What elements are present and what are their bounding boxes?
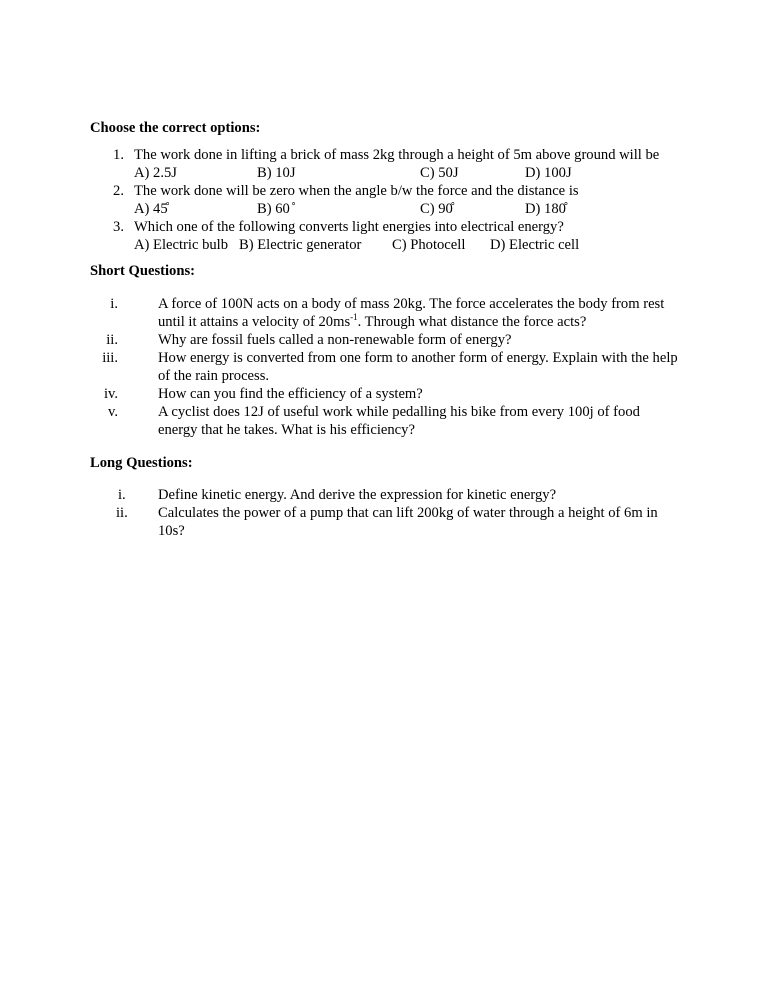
question-number: 1.: [113, 147, 124, 163]
question-text: The work done will be zero when the angle b/w the force and the distance is: [134, 183, 579, 199]
short-question-5: [0, 403, 768, 421]
question-text: How can you find the efficiency of a system?: [158, 386, 423, 402]
question-number: v.: [108, 404, 118, 420]
option-d: D) 100J: [525, 165, 572, 181]
question-text: A force of 100N acts on a body of mass 20kg. The force accelerates the body from rest: [158, 296, 665, 312]
question-text: A cyclist does 12J of useful work while pedalling his bike from every 100j of food: [158, 404, 640, 420]
question-number: i.: [118, 487, 126, 503]
question-text: energy that he takes. What is his efficiency?: [158, 422, 415, 438]
long-questions-heading: Long Questions:: [90, 455, 193, 471]
question-number: ii.: [116, 505, 128, 521]
superscript: -1: [350, 312, 358, 323]
question-text: Which one of the following converts light energies into electrical energy?: [134, 219, 564, 235]
mcq-question-1: [0, 146, 768, 164]
question-text: Calculates the power of a pump that can lift 200kg of water through a height of 6m in: [158, 505, 658, 521]
option-a: A) 2.5J: [134, 165, 177, 181]
option-b: B) Electric generator: [239, 237, 362, 253]
question-number: ii.: [106, 332, 118, 348]
short-questions-heading: Short Questions:: [90, 263, 196, 279]
option-c: C) 90̊: [420, 201, 453, 217]
text-part: until it attains a velocity of 20ms: [158, 314, 351, 330]
long-question-1: [0, 486, 768, 504]
mcq-question-3: [0, 218, 768, 236]
option-d: D) Electric cell: [490, 237, 580, 253]
mcq-list: [0, 146, 768, 254]
question-text: Define kinetic energy. And derive the expression for kinetic energy?: [158, 487, 557, 503]
question-text: [158, 313, 586, 331]
mcq-question-2: [0, 182, 768, 200]
short-question-3: [0, 349, 768, 367]
option-b: B) 60 ̊: [257, 201, 294, 217]
question-number: 2.: [113, 183, 124, 199]
mcq-options-3: [0, 236, 768, 254]
short-questions-list: [0, 295, 768, 439]
question-text: How energy is converted from one form to another form of energy. Explain with the help: [158, 350, 678, 366]
short-question-2: [0, 331, 768, 349]
long-question-2: [0, 504, 768, 522]
short-question-1-cont: [0, 313, 768, 331]
long-question-2-cont: [0, 522, 768, 540]
short-question-4: [0, 385, 768, 403]
option-a: A) Electric bulb: [134, 237, 229, 253]
question-number: iv.: [103, 386, 118, 402]
question-text: Why are fossil fuels called a non-renewable form of energy?: [158, 332, 512, 348]
question-number: i.: [110, 296, 118, 312]
mcq-options-1: [0, 164, 768, 182]
option-a: A) 45̊: [134, 201, 168, 217]
text-part: . Through what distance the force acts?: [357, 314, 587, 330]
short-question-5-cont: [0, 421, 768, 439]
mcq-options-2: [0, 200, 768, 218]
option-c: C) 50J: [420, 165, 459, 181]
mcq-heading: Choose the correct options:: [90, 120, 261, 136]
short-question-1: [0, 295, 768, 313]
short-question-3-cont: [0, 367, 768, 385]
question-text: The work done in lifting a brick of mass 2kg through a height of 5m above ground will be: [134, 147, 660, 163]
option-d: D) 180̊: [525, 201, 566, 217]
option-b: B) 10J: [257, 165, 296, 181]
question-text: of the rain process.: [158, 368, 270, 384]
question-number: 3.: [113, 219, 124, 235]
option-c: C) Photocell: [392, 237, 466, 253]
long-questions-list: [0, 486, 768, 540]
question-text: 10s?: [158, 523, 185, 539]
question-number: iii.: [102, 350, 118, 366]
